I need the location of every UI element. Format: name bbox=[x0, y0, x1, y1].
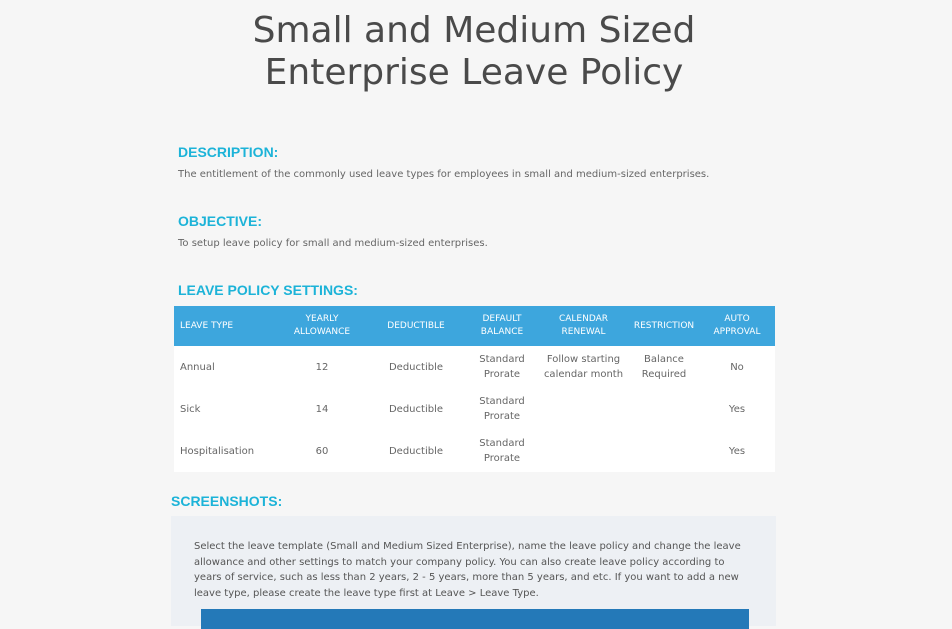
cell-leave-type: Hospitalisation bbox=[180, 445, 255, 457]
cell-yearly-allowance: 14 bbox=[315, 403, 329, 415]
screenshot-image-header-bar bbox=[201, 609, 749, 629]
table-header-row bbox=[174, 306, 775, 346]
screenshots-instructions: Select the leave template (Small and Medium Sized Enterprise), name the leave policy and change the leave allowance and other settings to match your company policy. You can also create leave policy according to years of service, such as less than 2 years, 2 - 5 years, more than 5 years, and etc. If you want to add a new leave type, please create the leave type first at Leave > Leave Type. bbox=[194, 541, 741, 600]
cell-restriction bbox=[629, 388, 699, 430]
cell-restriction bbox=[629, 430, 699, 472]
cell-yearly-allowance: 12 bbox=[315, 361, 329, 373]
cell-deductible: Deductible bbox=[388, 445, 443, 457]
screenshots-heading: SCREENSHOTS: bbox=[171, 493, 283, 509]
cell-calendar-renewal bbox=[538, 430, 629, 472]
page-title bbox=[0, 10, 948, 94]
cell-auto-approval: No bbox=[730, 361, 744, 373]
cell-yearly-allowance: 60 bbox=[315, 445, 329, 457]
column-header-restriction: RESTRICTION bbox=[629, 306, 699, 346]
leave-policy-table bbox=[174, 306, 775, 472]
description-heading: DESCRIPTION: bbox=[178, 144, 279, 160]
column-header-yearly-allowance: YEARLY ALLOWANCE bbox=[278, 306, 366, 346]
table-row bbox=[174, 430, 775, 472]
column-header-default-balance: DEFAULT BALANCE bbox=[466, 306, 538, 346]
cell-restriction: Balance Required bbox=[641, 354, 687, 380]
cell-default-balance: Standard Prorate bbox=[479, 396, 525, 422]
cell-auto-approval: Yes bbox=[728, 403, 746, 415]
description-text: The entitlement of the commonly used leave types for employees in small and medium-sized enterprises. bbox=[178, 169, 710, 180]
table-row bbox=[174, 388, 775, 430]
column-header-auto-approval: AUTO APPROVAL bbox=[699, 306, 775, 346]
cell-default-balance: Standard Prorate bbox=[479, 438, 525, 464]
cell-calendar-renewal bbox=[538, 388, 629, 430]
cell-leave-type: Sick bbox=[180, 403, 201, 415]
column-header-calendar-renewal: CALENDAR RENEWAL bbox=[538, 306, 629, 346]
page-title-line-1: Small and Medium Sized bbox=[252, 10, 696, 51]
cell-calendar-renewal: Follow starting calendar month bbox=[543, 354, 624, 380]
column-header-deductible: DEDUCTIBLE bbox=[366, 306, 466, 346]
cell-auto-approval: Yes bbox=[728, 445, 746, 457]
table-row bbox=[174, 346, 775, 388]
leave-policy-settings-heading: LEAVE POLICY SETTINGS: bbox=[178, 282, 358, 298]
objective-heading: OBJECTIVE: bbox=[178, 213, 263, 229]
screenshots-panel bbox=[171, 516, 776, 626]
cell-default-balance: Standard Prorate bbox=[479, 354, 525, 380]
cell-deductible: Deductible bbox=[388, 361, 443, 373]
cell-deductible: Deductible bbox=[388, 403, 443, 415]
page-title-line-2: Enterprise Leave Policy bbox=[264, 52, 684, 93]
objective-text: To setup leave policy for small and medium-sized enterprises. bbox=[178, 238, 488, 249]
cell-leave-type: Annual bbox=[180, 361, 215, 373]
column-header-leave-type: LEAVE TYPE bbox=[174, 306, 278, 346]
